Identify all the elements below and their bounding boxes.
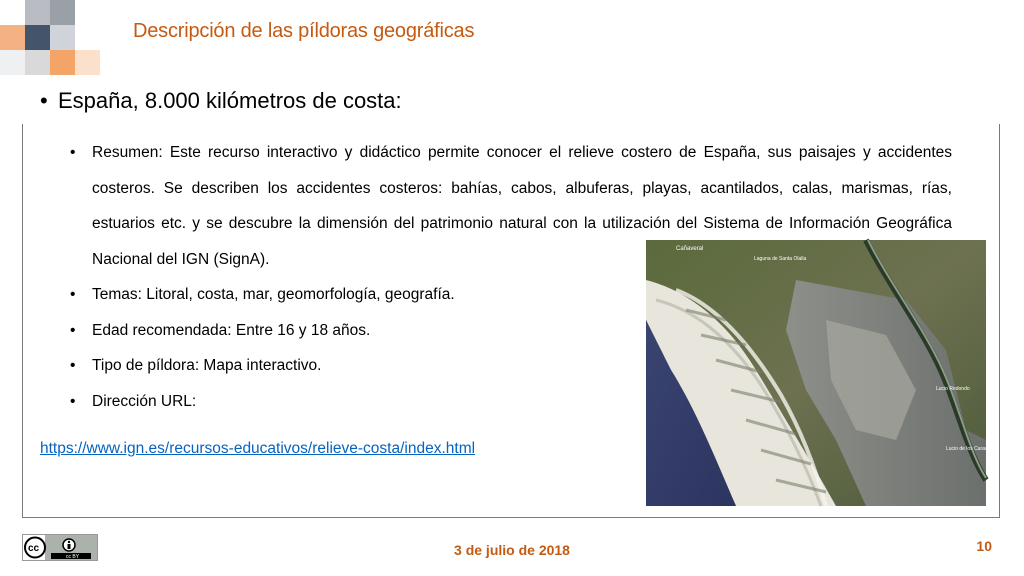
- slide-title: Descripción de las píldoras geográficas: [133, 20, 475, 42]
- list-item-age: • Edad recomendada: Entre 16 y 18 años.: [70, 313, 632, 349]
- brand-square-logo: [0, 0, 110, 80]
- heading-text: España, 8.000 kilómetros de costa:: [58, 88, 402, 113]
- list-item-summary: • Resumen: Este recurso interactivo y didáctico permite conocer el relieve costero de España, sus paisajes y accidentes costeros. Se describen los accidentes costeros: bahías, cabos, albuferas, playas, acantilados, calas, marismas, rías, estuarios etc. y se descubre la dimensión del patrimonio natural con la utilización del Sistema de Información Geográfica Nacional del IGN (SignA).: [70, 135, 952, 277]
- footer-date: 3 de julio de 2018: [454, 542, 570, 558]
- page-number: 10: [976, 538, 992, 554]
- license-label: cc BY: [66, 554, 80, 560]
- list-item-url-label: • Dirección URL:: [70, 384, 632, 420]
- bullet-icon: •: [40, 88, 48, 113]
- resource-url-link[interactable]: https://www.ign.es/recursos-educativos/relieve-costa/index.html: [40, 440, 476, 457]
- svg-text:cc: cc: [28, 543, 40, 554]
- svg-text:Cañaveral: Cañaveral: [676, 246, 704, 252]
- svg-text:Laguna de Santa Olalla: Laguna de Santa Olalla: [754, 256, 807, 262]
- main-heading: [40, 88, 402, 114]
- list-item-topics: • Temas: Litoral, costa, mar, geomorfología, geografía.: [70, 277, 632, 313]
- svg-text:Lucio de los Caracoles: Lucio de los Caracoles: [946, 446, 997, 452]
- svg-text:Lucio Redondo: Lucio Redondo: [936, 386, 970, 392]
- list-item-type: • Tipo de píldora: Mapa interactivo.: [70, 348, 632, 384]
- coastline-satellite-image: [646, 240, 997, 506]
